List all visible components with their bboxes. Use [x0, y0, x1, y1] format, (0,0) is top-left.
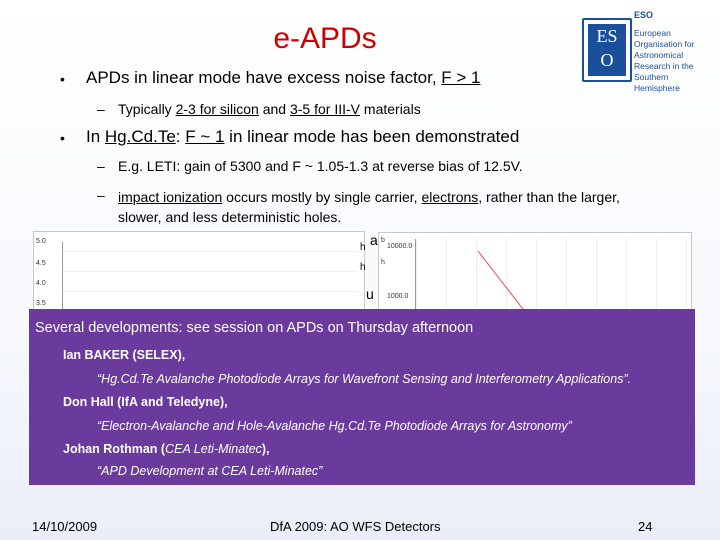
logo-name: ESO: [634, 10, 654, 20]
graph-plot-area: [415, 239, 687, 313]
graph-curve: [416, 239, 686, 313]
bullet-marker: •: [60, 71, 65, 87]
tick-label: 10000.0: [387, 243, 413, 250]
sub-bullet-1: Typically 2-3 for silicon and 3-5 for III-V materials: [118, 101, 421, 117]
graph-fragment: h: [360, 242, 366, 253]
tick-label: 5.0: [36, 238, 46, 245]
graph-label: b: [381, 237, 385, 244]
eso-logo: [582, 10, 712, 93]
tick-label: 1000.0: [387, 293, 409, 300]
bullet-1-f: F > 1: [441, 68, 481, 87]
graph-plot-area: [62, 242, 358, 312]
footer-title: DfA 2009: AO WFS Detectors: [270, 519, 441, 534]
slide-title: e-APDs: [273, 22, 377, 55]
sub-3-text-d: , rather than the larger,: [478, 189, 620, 205]
bullet-2-text-c: in linear mode has been demonstrated: [224, 127, 520, 146]
presenter-3: [63, 442, 270, 456]
bullet-2-hgcdte: Hg.Cd.Te: [104, 127, 176, 146]
developments-overlay: [29, 309, 695, 485]
sub-3-electrons: electrons: [421, 189, 479, 205]
graph-label: h: [381, 259, 385, 266]
tick-label: 4.0: [36, 280, 46, 287]
footer-date: 14/10/2009: [32, 519, 98, 534]
page-number: 24: [638, 519, 653, 534]
presenter-1: Ian BAKER (SELEX),: [63, 348, 186, 362]
sub-bullet-marker: –: [97, 101, 105, 117]
graph-fragment: u: [366, 286, 374, 302]
bullet-1-text: APDs in linear mode have excess noise factor,: [86, 68, 442, 87]
logo-full-name: European Organisation for Astronomical Research in the Southern Hemisphere: [634, 28, 695, 93]
bullet-2: [86, 127, 519, 147]
sub-bullet-marker: –: [97, 158, 105, 174]
graph-right: [378, 232, 692, 314]
graph-fragment: a: [370, 232, 378, 248]
talk-2: “Electron-Avalanche and Hole-Avalanche Hg.Cd.Te Photodiode Arrays for Astronomy”: [97, 419, 572, 433]
tick-label: 3.5: [36, 300, 46, 307]
bullet-2-text-b: :: [175, 127, 186, 146]
sub-bullet-marker: –: [97, 187, 105, 203]
bullet-2-f: F ~ 1: [185, 127, 225, 146]
underlined-text: 3-5 for III-V: [289, 101, 361, 117]
bullet-marker: •: [60, 130, 65, 146]
tick-label: 4.5: [36, 260, 46, 267]
sub-bullet-3: [118, 187, 708, 227]
sub-3-text-e: slower, and less deterministic holes.: [118, 209, 342, 225]
eso-emblem-icon: ES O: [582, 18, 632, 82]
talk-3: “APD Development at CEA Leti-Minatec”: [97, 464, 323, 478]
graph-left: [33, 231, 365, 313]
presenter-2: Don Hall (IfA and Teledyne),: [63, 395, 228, 409]
sub-bullet-2: E.g. LETI: gain of 5300 and F ~ 1.05-1.3 at reverse bias of 12.5V.: [118, 158, 523, 174]
presenter-3-affil: CEA Leti-Minatec: [165, 442, 262, 456]
overlay-heading: Several developments: see session on APDs on Thursday afternoon: [35, 320, 474, 336]
bullet-1: [86, 68, 481, 88]
underlined-text: 2-3 for silicon: [175, 101, 259, 117]
talk-1: “Hg.Cd.Te Avalanche Photodiode Arrays for Wavefront Sensing and Interferometry Applications”.: [97, 372, 632, 386]
sub-3-impact: impact ionization: [118, 189, 223, 205]
presenter-3-name: Johan Rothman (: [63, 442, 166, 456]
bullet-2-text-a: In: [86, 127, 105, 146]
graph-fragment: h: [360, 262, 366, 273]
presenter-3-close: ),: [261, 442, 270, 456]
sub-3-text-b: occurs mostly by single carrier,: [222, 189, 422, 205]
